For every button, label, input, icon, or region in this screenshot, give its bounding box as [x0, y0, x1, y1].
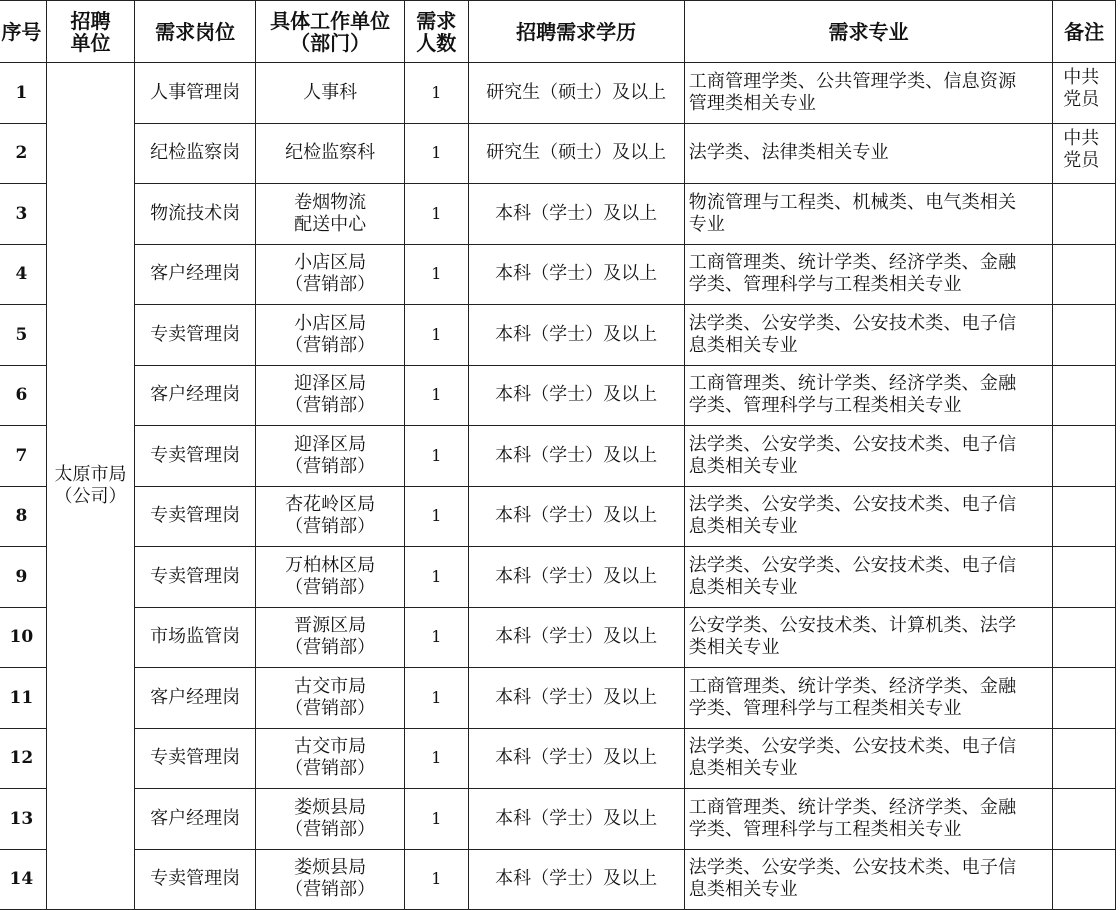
cell-num: 1 [405, 426, 469, 487]
cell-major: 公安学类、公安技术类、计算机类、法学 类相关专业 [684, 607, 1053, 668]
cell-seq: 3 [0, 184, 46, 245]
cell-num: 1 [405, 63, 469, 124]
table-row [0, 849, 1116, 910]
cell-unit: 太原市局 （公司） [46, 63, 134, 910]
header-dept: 具体工作单位 （部门） [256, 1, 405, 63]
cell-num: 1 [405, 547, 469, 608]
cell-dept: 古交市局 （营销部） [256, 668, 405, 729]
cell-edu: 本科（学士）及以上 [468, 365, 684, 426]
cell-position: 纪检监察岗 [135, 123, 256, 184]
cell-edu: 本科（学士）及以上 [468, 668, 684, 729]
cell-major: 法学类、法律类相关专业 [684, 123, 1053, 184]
cell-dept: 万柏林区局 （营销部） [256, 547, 405, 608]
table-row [0, 547, 1116, 608]
cell-edu: 本科（学士）及以上 [468, 547, 684, 608]
cell-dept: 卷烟物流 配送中心 [256, 184, 405, 245]
cell-edu: 本科（学士）及以上 [468, 607, 684, 668]
header-major: 需求专业 [684, 1, 1053, 63]
cell-edu: 本科（学士）及以上 [468, 426, 684, 487]
cell-edu: 研究生（硕士）及以上 [468, 123, 684, 184]
table-row [0, 486, 1116, 547]
cell-seq: 14 [0, 849, 46, 910]
cell-edu: 本科（学士）及以上 [468, 728, 684, 789]
table-row [0, 607, 1116, 668]
cell-seq: 9 [0, 547, 46, 608]
header-num: 需求 人数 [405, 1, 469, 63]
cell-num: 1 [405, 244, 469, 305]
table-row [0, 728, 1116, 789]
header-position: 需求岗位 [135, 1, 256, 63]
cell-position: 专卖管理岗 [135, 849, 256, 910]
table-row [0, 305, 1116, 366]
table-row [0, 426, 1116, 487]
cell-dept: 古交市局 （营销部） [256, 728, 405, 789]
cell-seq: 10 [0, 607, 46, 668]
cell-major: 物流管理与工程类、机械类、电气类相关 专业 [684, 184, 1053, 245]
cell-seq: 2 [0, 123, 46, 184]
cell-dept: 小店区局 （营销部） [256, 244, 405, 305]
cell-seq: 8 [0, 486, 46, 547]
table-row [0, 365, 1116, 426]
table-row [0, 123, 1116, 184]
cell-seq: 4 [0, 244, 46, 305]
cell-num: 1 [405, 789, 469, 850]
cell-dept: 小店区局 （营销部） [256, 305, 405, 366]
cell-position: 客户经理岗 [135, 244, 256, 305]
cell-seq: 12 [0, 728, 46, 789]
cell-dept: 晋源区局 （营销部） [256, 607, 405, 668]
cell-seq: 5 [0, 305, 46, 366]
cell-dept: 娄烦县局 （营销部） [256, 849, 405, 910]
cell-seq: 13 [0, 789, 46, 850]
cell-note [1053, 184, 1116, 245]
table-row [0, 668, 1116, 729]
cell-edu: 本科（学士）及以上 [468, 789, 684, 850]
header-row [0, 1, 1116, 63]
header-edu: 招聘需求学历 [468, 1, 684, 63]
cell-note [1053, 668, 1116, 729]
cell-dept: 杏花岭区局 （营销部） [256, 486, 405, 547]
cell-position: 专卖管理岗 [135, 547, 256, 608]
cell-dept: 纪检监察科 [256, 123, 405, 184]
cell-major: 工商管理类、统计学类、经济学类、金融 学类、管理科学与工程类相关专业 [684, 244, 1053, 305]
cell-note: 中共 党员 [1053, 63, 1116, 124]
cell-num: 1 [405, 184, 469, 245]
cell-dept: 迎泽区局 （营销部） [256, 426, 405, 487]
cell-major: 法学类、公安学类、公安技术类、电子信 息类相关专业 [684, 728, 1053, 789]
cell-position: 专卖管理岗 [135, 426, 256, 487]
header-unit: 招聘 单位 [46, 1, 134, 63]
table-row [0, 789, 1116, 850]
cell-num: 1 [405, 305, 469, 366]
cell-note [1053, 244, 1116, 305]
cell-seq: 7 [0, 426, 46, 487]
cell-dept: 娄烦县局 （营销部） [256, 789, 405, 850]
cell-major: 法学类、公安学类、公安技术类、电子信 息类相关专业 [684, 305, 1053, 366]
cell-note [1053, 849, 1116, 910]
cell-num: 1 [405, 123, 469, 184]
cell-major: 工商管理类、统计学类、经济学类、金融 学类、管理科学与工程类相关专业 [684, 365, 1053, 426]
cell-edu: 本科（学士）及以上 [468, 244, 684, 305]
cell-edu: 研究生（硕士）及以上 [468, 63, 684, 124]
cell-num: 1 [405, 607, 469, 668]
table-row [0, 63, 1116, 124]
table-row [0, 184, 1116, 245]
cell-seq: 11 [0, 668, 46, 729]
cell-note [1053, 547, 1116, 608]
cell-note [1053, 305, 1116, 366]
cell-position: 人事管理岗 [135, 63, 256, 124]
cell-note [1053, 789, 1116, 850]
cell-major: 工商管理学类、公共管理学类、信息资源 管理类相关专业 [684, 63, 1053, 124]
cell-num: 1 [405, 668, 469, 729]
cell-major: 法学类、公安学类、公安技术类、电子信 息类相关专业 [684, 426, 1053, 487]
cell-position: 客户经理岗 [135, 789, 256, 850]
cell-position: 客户经理岗 [135, 365, 256, 426]
cell-major: 法学类、公安学类、公安技术类、电子信 息类相关专业 [684, 486, 1053, 547]
cell-note [1053, 486, 1116, 547]
cell-position: 客户经理岗 [135, 668, 256, 729]
cell-major: 法学类、公安学类、公安技术类、电子信 息类相关专业 [684, 547, 1053, 608]
cell-edu: 本科（学士）及以上 [468, 305, 684, 366]
header-seq: 序号 [0, 1, 46, 63]
cell-position: 专卖管理岗 [135, 305, 256, 366]
cell-major: 工商管理类、统计学类、经济学类、金融 学类、管理科学与工程类相关专业 [684, 789, 1053, 850]
cell-edu: 本科（学士）及以上 [468, 486, 684, 547]
cell-num: 1 [405, 728, 469, 789]
cell-position: 市场监管岗 [135, 607, 256, 668]
cell-num: 1 [405, 486, 469, 547]
cell-dept: 人事科 [256, 63, 405, 124]
cell-note: 中共 党员 [1053, 123, 1116, 184]
cell-note [1053, 607, 1116, 668]
cell-note [1053, 365, 1116, 426]
cell-major: 法学类、公安学类、公安技术类、电子信 息类相关专业 [684, 849, 1053, 910]
header-note: 备注 [1053, 1, 1116, 63]
cell-dept: 迎泽区局 （营销部） [256, 365, 405, 426]
cell-num: 1 [405, 849, 469, 910]
table-row [0, 244, 1116, 305]
cell-position: 专卖管理岗 [135, 728, 256, 789]
cell-note [1053, 426, 1116, 487]
cell-seq: 1 [0, 63, 46, 124]
cell-edu: 本科（学士）及以上 [468, 184, 684, 245]
cell-note [1053, 728, 1116, 789]
cell-major: 工商管理类、统计学类、经济学类、金融 学类、管理科学与工程类相关专业 [684, 668, 1053, 729]
cell-num: 1 [405, 365, 469, 426]
cell-edu: 本科（学士）及以上 [468, 849, 684, 910]
cell-seq: 6 [0, 365, 46, 426]
cell-position: 物流技术岗 [135, 184, 256, 245]
cell-position: 专卖管理岗 [135, 486, 256, 547]
